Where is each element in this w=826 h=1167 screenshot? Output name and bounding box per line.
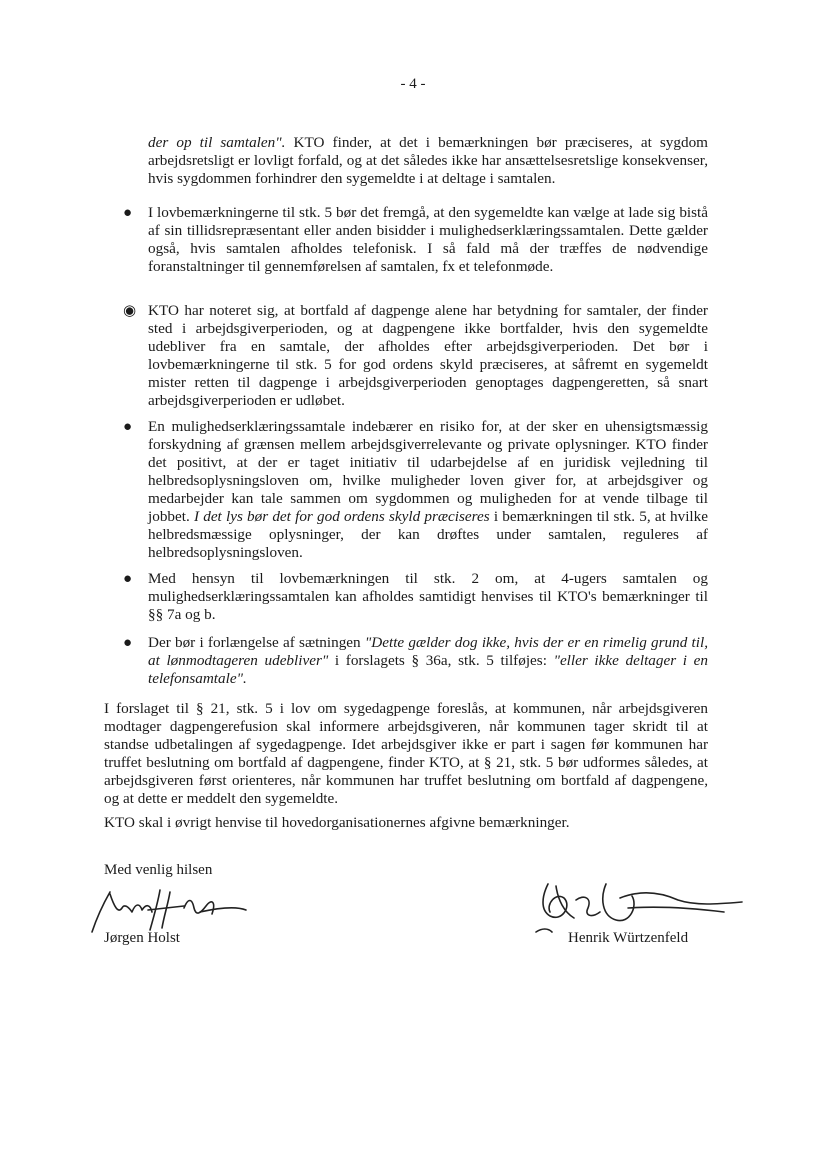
body-paragraph: I forslaget til § 21, stk. 5 i lov om sygedagpenge foreslås, at kommunen, når arbejdsgiveren modtager dagpengerefusion skal informere arbejdsgiveren, når kommunen tager skridt til at standse udbetalingen af sygedagpenge. Idet arbejdsgiver ikke er part i sagen før kommunen har truffet beslutning om bortfald af dagpengene, finder KTO, at § 21, stk. 5 bør udformes således, at arbejdsgiveren først orienteres, når kommunen har truffet beslutning om bortfald af dagpengene, og at dette er meddelt den sygemeldte. <box>104 700 708 807</box>
continuation-text: KTO finder, at det i bemærkningen bør præciseres, at sygdom arbejdsretsligt er lovligt forfald, og at det således ikke har ansættelsesretslige konsekvenser, hvis sygdommen forhindrer den sygemeldte i at deltage i samtalen. <box>148 134 708 187</box>
bullet-text: En mulighedserklæringssamtale indebærer en risiko for, at der sker en uhensigtsmæssig forskydning af grænsen mellem arbejdsgiverrelevante og private oplysninger. KTO finder det positivt, at der er taget initiativ til udarbejdelse af en juridisk vejledning til helbredsoplysningsloven om, hvilke muligheder loven giver for, at arbejdsgiver og medarbejder kan tale sammen om sygdommen og muligheden for at vende tilbage til jobbet. <box>148 418 708 525</box>
bullet-emphasis: "eller ikke deltager i en telefonsamtale". <box>148 652 708 687</box>
bullet-text: Der bør i forlængelse af sætningen <box>148 634 365 651</box>
bullet-text: i bemærkningen til stk. 5, at hvilke helbredsmæssige oplysninger, der kan drøftes under samtalen, reguleres af helbredsoplysningsloven. <box>148 508 708 561</box>
continuation-paragraph <box>148 134 708 188</box>
bullet-icon: ◉ <box>123 303 137 319</box>
bullet-icon: ● <box>123 571 133 587</box>
bullet-icon: ● <box>123 419 133 435</box>
bullet-emphasis: I det lys bør det for god ordens skyld præciseres <box>193 508 490 525</box>
bullet-item <box>148 418 708 562</box>
closing-greeting: Med venlig hilsen <box>104 862 213 878</box>
signatory-name: Henrik Würtzenfeld <box>568 930 689 946</box>
bullet-icon: ● <box>123 205 133 221</box>
bullet-emphasis: "Dette gælder dog ikke, hvis der er en rimelig grund til, at lønmodtageren udebliver" <box>148 634 708 669</box>
continuation-emphasis: der op til samtalen". <box>148 134 286 151</box>
signature-holst <box>88 884 248 936</box>
bullet-icon: ● <box>123 635 133 651</box>
bullet-item: Med hensyn til lovbemærkningen til stk. 2 om, at 4-ugers samtalen og mulighedserklæringssamtalen kan afholdes samtidigt henvises til KTO's bemærkninger til §§ 7a og b. <box>148 570 708 623</box>
bullet-item <box>148 634 708 688</box>
page-number: - 4 - <box>400 76 426 92</box>
bullet-text: i forslagets § 36a, stk. 5 tilføjes: <box>328 652 554 669</box>
signatory-name: Jørgen Holst <box>104 930 180 946</box>
bullet-item: I lovbemærkningerne til stk. 5 bør det fremgå, at den sygemeldte kan vælge at lade sig bistå af sin tillidsrepræsentant eller anden bisidder i mulighedserklæringssamtalen. Dette gælder også, hvis samtalen afholdes telefonisk. I så fald må der træffes de nødvendige foranstaltninger til gennemførelsen af samtalen, fx et telefonmøde. <box>148 204 708 275</box>
bullet-item: KTO har noteret sig, at bortfald af dagpenge alene har betydning for samtaler, der finder sted i arbejdsgiverperioden, og at dagpengene ikke bortfalder, hvis den sygemeldte udebliver fra en samtale, der afholdes efter arbejdsgiverperioden. Det bør i lovbemærkningerne til stk. 5 for god ordens skyld præciseres, at såfremt en sygemeldt mister retten til dagpenge i arbejdsgiverperioden genoptages dagpengeretten, så snart arbejdsgiverperioden er udløbet. <box>148 302 708 409</box>
body-paragraph: KTO skal i øvrigt henvise til hovedorganisationernes afgivne bemærkninger. <box>104 814 570 831</box>
